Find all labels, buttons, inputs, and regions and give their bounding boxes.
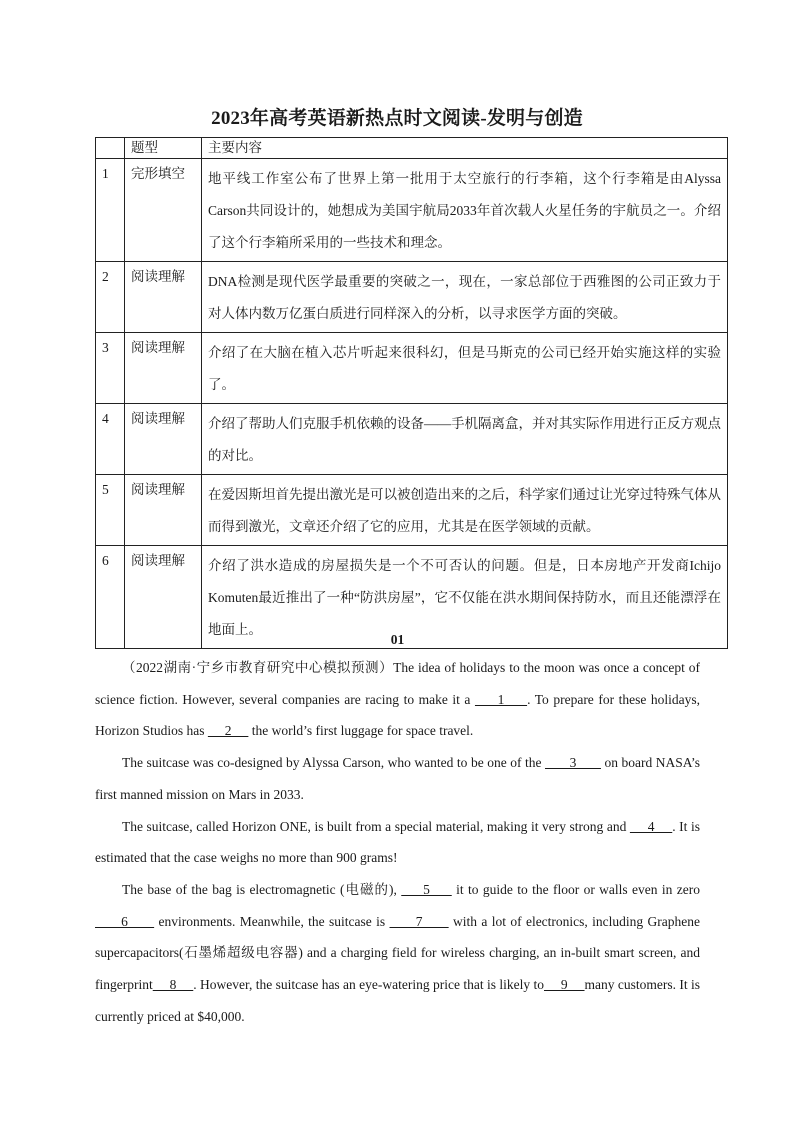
blank-9: 9: [544, 977, 585, 993]
paragraph-text: environments. Meanwhile, the suitcase is: [154, 913, 390, 929]
source-note: （2022湖南·宁乡市教育研究中心模拟预测）: [122, 660, 394, 675]
row-content: 介绍了在大脑在植入芯片听起来很科幻，但是马斯克的公司已经开始实施这样的实验了。: [202, 333, 728, 404]
row-type: 阅读理解: [125, 333, 202, 404]
table-row: [96, 262, 728, 333]
paragraph-text: . It is estimated that the case weighs no more than 900 grams!: [95, 818, 700, 866]
paragraph-text: with a lot of electronics, including Graphene supercapacitors(石墨烯超级电容器) and a charging field for wireless charging, an in-built smart screen, and fingerprint: [95, 913, 700, 993]
passage-paragraph: [95, 874, 700, 1033]
row-content: 介绍了洪水造成的房屋损失是一个不可否认的问题。但是，日本房地产开发商Ichijo Komuten最近推出了一种“防洪房屋”，它不仅能在洪水期间保持防水，而且还能漂浮在地面上。: [202, 546, 728, 649]
summary-table: [95, 137, 728, 649]
paragraph-text: . However, the suitcase has an eye-watering price that is likely to: [193, 977, 544, 993]
row-number: 3: [96, 333, 125, 404]
row-content: DNA检测是现代医学最重要的突破之一，现在，一家总部位于西雅图的公司正致力于对人体内数万亿蛋白质进行同样深入的分析，以寻求医学方面的突破。: [202, 262, 728, 333]
passage: [95, 628, 700, 1032]
paragraph-text: . To prepare for these holidays, Horizon Studios has: [95, 691, 701, 739]
passage-paragraph: [95, 811, 700, 874]
header-type: 题型: [125, 138, 202, 159]
paragraph-text: on board NASA’s first manned mission on Mars in 2033.: [95, 755, 700, 802]
header-number: [96, 138, 125, 159]
row-content: 地平线工作室公布了世界上第一批用于太空旅行的行李箱，这个行李箱是由Alyssa Carson共同设计的，她想成为美国宇航局2033年首次载人火星任务的宇航员之一。介绍了这个行李箱所采用的一些技术和理念。: [202, 159, 728, 262]
row-content: 介绍了帮助人们克服手机依赖的设备——手机隔离盒，并对其实际作用进行正反方观点的对比。: [202, 404, 728, 475]
paragraph-text: The base of the bag is electromagnetic (电磁的),: [122, 881, 402, 897]
row-number: 2: [96, 262, 125, 333]
table-row: [96, 404, 728, 475]
blank-6: 6: [95, 913, 155, 929]
paragraph-text: many customers. It is currently priced at $40,000.: [95, 977, 701, 1024]
row-number: 5: [96, 475, 125, 546]
row-type: 完形填空: [125, 159, 202, 262]
passage-number: 01: [390, 632, 405, 647]
table-row: [96, 159, 728, 262]
paragraph-text: The idea of holidays to the moon was once a concept of science fiction. However, several companies are racing to make it a: [95, 660, 700, 707]
paragraph-text: The suitcase was co-designed by Alyssa Carson, who wanted to be one of the: [122, 755, 545, 771]
blank-5: 5: [401, 881, 452, 897]
row-type: 阅读理解: [125, 404, 202, 475]
paragraph-text: it to guide to the floor or walls even in zero: [451, 881, 701, 897]
row-type: 阅读理解: [125, 262, 202, 333]
document-title: 2023年高考英语新热点时文阅读-发明与创造: [211, 108, 583, 129]
blank-1: 1: [474, 691, 528, 707]
blank-3: 3: [544, 755, 601, 771]
table-row: [96, 475, 728, 546]
blank-8: 8: [152, 977, 194, 993]
table-header-row: [96, 138, 728, 159]
row-type: 阅读理解: [125, 546, 202, 649]
row-number: 6: [96, 546, 125, 649]
header-content: 主要内容: [202, 138, 728, 159]
blank-2: 2: [207, 723, 249, 739]
row-content: 在爱因斯坦首先提出激光是可以被创造出来的之后，科学家们通过让光穿过特殊气体从而得到激光，文章还介绍了它的应用，尤其是在医学领域的贡献。: [202, 475, 728, 546]
paragraph-text: the world’s first luggage for space travel.: [248, 723, 474, 739]
row-number: 1: [96, 159, 125, 262]
table-row: [96, 333, 728, 404]
row-number: 4: [96, 404, 125, 475]
passage-paragraph: [95, 747, 700, 810]
paragraph-text: The suitcase, called Horizon ONE, is built from a special material, making it very strong and: [122, 818, 630, 834]
blank-7: 7: [389, 913, 449, 929]
row-type: 阅读理解: [125, 475, 202, 546]
blank-4: 4: [629, 818, 673, 834]
passage-paragraph: [95, 652, 700, 747]
